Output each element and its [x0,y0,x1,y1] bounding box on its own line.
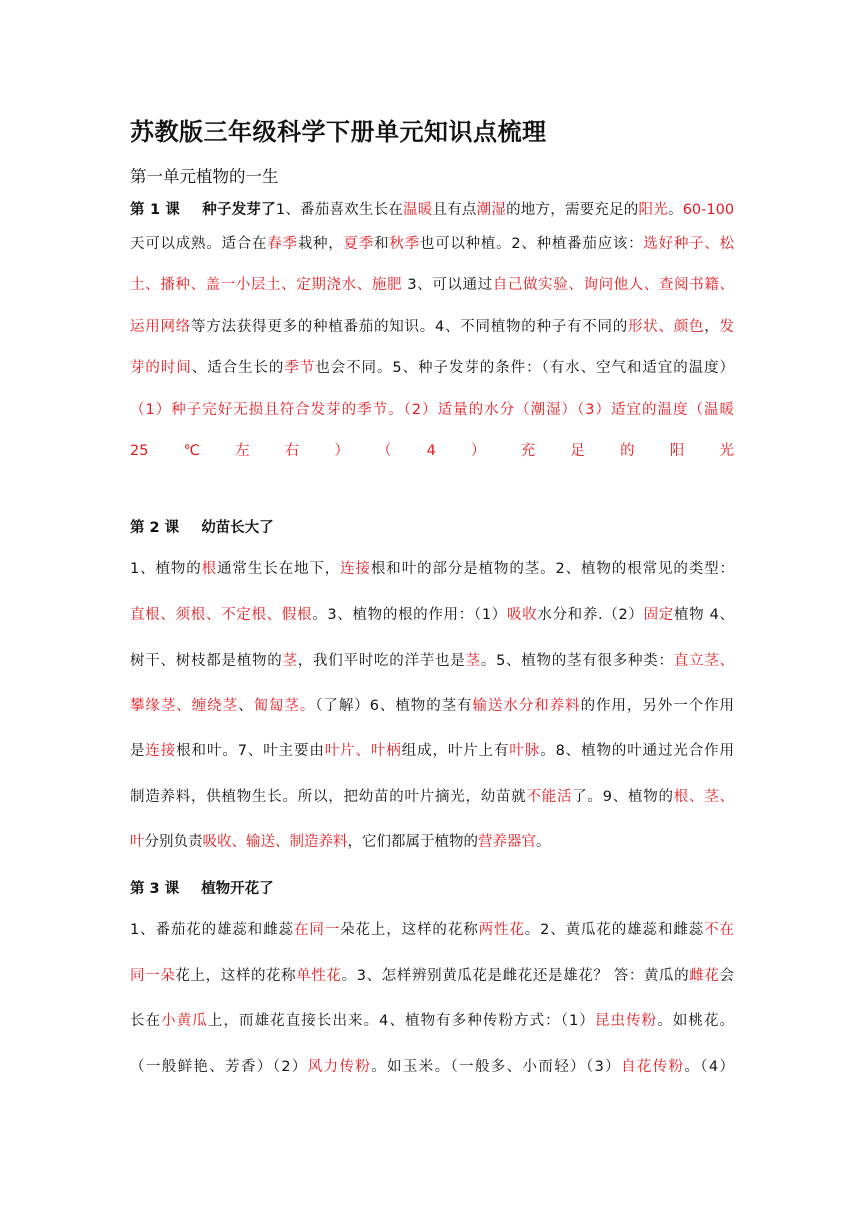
lesson-3-line-1 [130,959,734,993]
text-segment: 分别负责 [144,834,203,850]
text-segment: 也可以种植。2、种植番茄应该： [419,236,644,252]
key-term: 连接 [340,561,371,577]
text-segment: 根和叶。7、叶主要由 [176,743,325,759]
text-segment: ，它们都属于植物的 [347,834,478,850]
key-term: 两性花 [478,922,525,938]
text-segment: 花上，这样的花称 [175,968,297,984]
lesson-2-line-1 [130,598,734,632]
text-segment: ， [704,319,720,335]
key-term: 潮湿 [476,202,507,218]
lesson-1-title: 种子发芽了 [202,202,276,218]
text-segment: ，我们平时吃的洋芋也是 [297,653,466,669]
key-term: 固定 [643,607,674,623]
key-term: 吸收、输送、制造养料 [202,834,348,850]
text-segment: 天可以成熟。适合在 [130,236,268,252]
text-segment: 根和叶的部分是植物的茎。2、植物的根常见的类型： [370,561,735,577]
key-term: 运用网络 [130,319,192,335]
text-segment: 且有点 [432,202,477,218]
key-term: 秋季 [389,236,420,252]
text-segment: 水分和养.（2） [537,607,644,623]
text-segment: 和 [374,236,390,252]
lesson-3-line-0 [130,913,734,947]
key-term: 输送水分和养料 [472,698,581,714]
lesson-3-heading [130,877,274,898]
key-term: 匍匐茎。 [253,698,316,714]
lesson-2-line-4 [130,734,734,768]
key-term: 雌花 [689,968,720,984]
text-segment: 。（4） [684,1059,735,1075]
text-segment: 。8、植物的叶通过光合作用 [540,743,735,759]
key-term: 风力传粉 [307,1059,372,1075]
text-segment: 上，而雄花直接长出来。4、植物有多种传粉方式：（1） [207,1013,595,1029]
text-segment: 。5、植物的茎有很多种类： [480,653,674,669]
lesson-1-line-0 [276,202,734,218]
key-term: 吸收 [506,607,538,623]
lesson-2-line-3 [130,689,734,723]
lesson-3-line-3 [130,1050,734,1084]
text-segment: 植物 4、 [673,607,735,623]
text-segment: 、 [238,698,254,714]
text-segment: 1、番茄喜欢生长在 [275,202,404,218]
text-segment: （一般鲜艳、芳香）（2） [130,1059,308,1075]
text-segment: 。 [536,834,551,850]
key-term: 茎 [282,653,298,669]
text-segment: 树干、树枝都是植物的 [130,653,283,669]
text-segment: 。 [667,202,683,218]
text-segment: 朵花上，这样的花称 [340,922,479,938]
key-term: 叶脉 [509,743,541,759]
key-term: 连接 [145,743,177,759]
text-segment: 1、番茄花的雄蕊和雌蕊 [130,922,294,938]
text-segment: 也会不同。5、种子发芽的条件：（有水、空气和适宜的温度） [315,360,735,376]
text-segment: 是 [130,743,146,759]
key-term: 季节 [284,360,316,376]
lesson-3-label: 第 3 课 [130,881,180,897]
text-segment: 栽种， [297,236,344,252]
text-segment: 。如桃花。 [657,1013,735,1029]
key-term: 自己做实验、询问他人、查阅书籍、 [492,277,734,293]
text-segment: 长在 [130,1013,162,1029]
key-term: 在同一 [293,922,341,938]
lesson-2-label: 第 2 课 [130,520,180,536]
lesson-1-line-2 [130,268,734,302]
key-term: 叶片、叶柄 [324,743,402,759]
lesson-1-label: 第 1 课 [130,202,181,218]
text-segment: 、适合生长的 [191,360,285,376]
key-term: 单性花 [296,968,342,984]
key-term: 根、茎、 [673,789,735,805]
lesson-2-title: 幼苗长大了 [201,520,274,536]
key-term: （1）种子完好无损且符合发芽的季节。（2）适量的水分（潮湿）（3）适宜的温度（温暖 [130,402,734,418]
key-term: 叶 [130,834,145,850]
lesson-3-title: 植物开花了 [201,881,274,897]
key-term: 60-100 [682,202,735,218]
unit-heading: 第一单元植物的一生 [130,167,279,186]
key-term: 营养器官 [478,834,536,850]
text-segment: 制造养料，供植物生长。所以，把幼苗的叶片摘光，幼苗就 [130,789,527,805]
text-segment: 3、可以通过 [402,277,493,293]
key-term: 形状、颜色 [628,319,705,335]
key-term: 攀缘茎、缠绕茎 [130,698,239,714]
lesson-1-line-6 [130,434,734,468]
lesson-2-line-6 [130,825,734,859]
text-segment: 会 [719,968,735,984]
key-term: 土、播种、盖一小层土、定期浇水、施肥 [130,277,403,293]
text-segment: 。2、黄瓜花的雄蕊和雌蕊 [524,922,705,938]
text-segment: 。3、植物的根的作用：（1） [312,607,507,623]
key-term: 选好种子、松 [643,236,735,252]
document-title: 苏教版三年级科学下册单元知识点梳理 [130,118,547,146]
text-segment: 的作用，另外一个作用 [580,698,735,714]
key-term: 昆虫传粉 [594,1013,658,1029]
text-segment: 等方法获得更多的种植番茄的知识。4、不同植物的种子有不同的 [191,319,628,335]
text-segment: 了。9、植物的 [572,789,674,805]
key-term: 夏季 [343,236,375,252]
lesson-2-heading [130,516,274,537]
key-term: 发 [719,319,735,335]
key-term: 芽的时间 [130,360,192,376]
key-term: 阳光 [638,202,668,218]
lesson-2-line-0 [130,552,734,586]
key-term: 同一朵 [130,968,176,984]
key-term: 直立茎、 [673,653,735,669]
text-segment: （了解）6、植物的茎有 [315,698,473,714]
text-segment: 组成，叶片上有 [401,743,510,759]
lesson-1-line-7 [130,464,734,498]
text-segment: 1、植物的 [130,561,202,577]
text-segment: 的地方，需要充足的 [506,202,639,218]
lesson-1-line-3 [130,310,734,344]
key-term: 温暖 [403,202,433,218]
lesson-3-line-2 [130,1004,734,1038]
text-segment: 通常生长在地下， [217,561,341,577]
lesson-1-line-4 [130,351,734,385]
key-term: 小黄瓜 [161,1013,208,1029]
key-term: 不在 [704,922,734,938]
text-segment: 。如玉米。（一般多、小而轻）（3） [371,1059,622,1075]
lesson-2-line-2 [130,644,734,678]
key-term: 不能活 [526,789,573,805]
key-term: 茎 [465,653,481,669]
lesson-1-line-1 [130,227,734,261]
text-segment: 。3、怎样辨别黄瓜花是雌花还是雄花？ 答：黄瓜的 [341,968,690,984]
key-term: 直根、须根、不定根、假根 [130,607,313,623]
lesson-1-first-line [130,193,734,227]
key-term: 25℃左右）（4）充足的阳光 [130,443,734,459]
key-term: 春季 [267,236,298,252]
key-term: 根 [201,561,218,577]
key-term: 自花传粉 [621,1059,685,1075]
lesson-1-line-5 [130,393,734,427]
lesson-2-line-5 [130,780,734,814]
